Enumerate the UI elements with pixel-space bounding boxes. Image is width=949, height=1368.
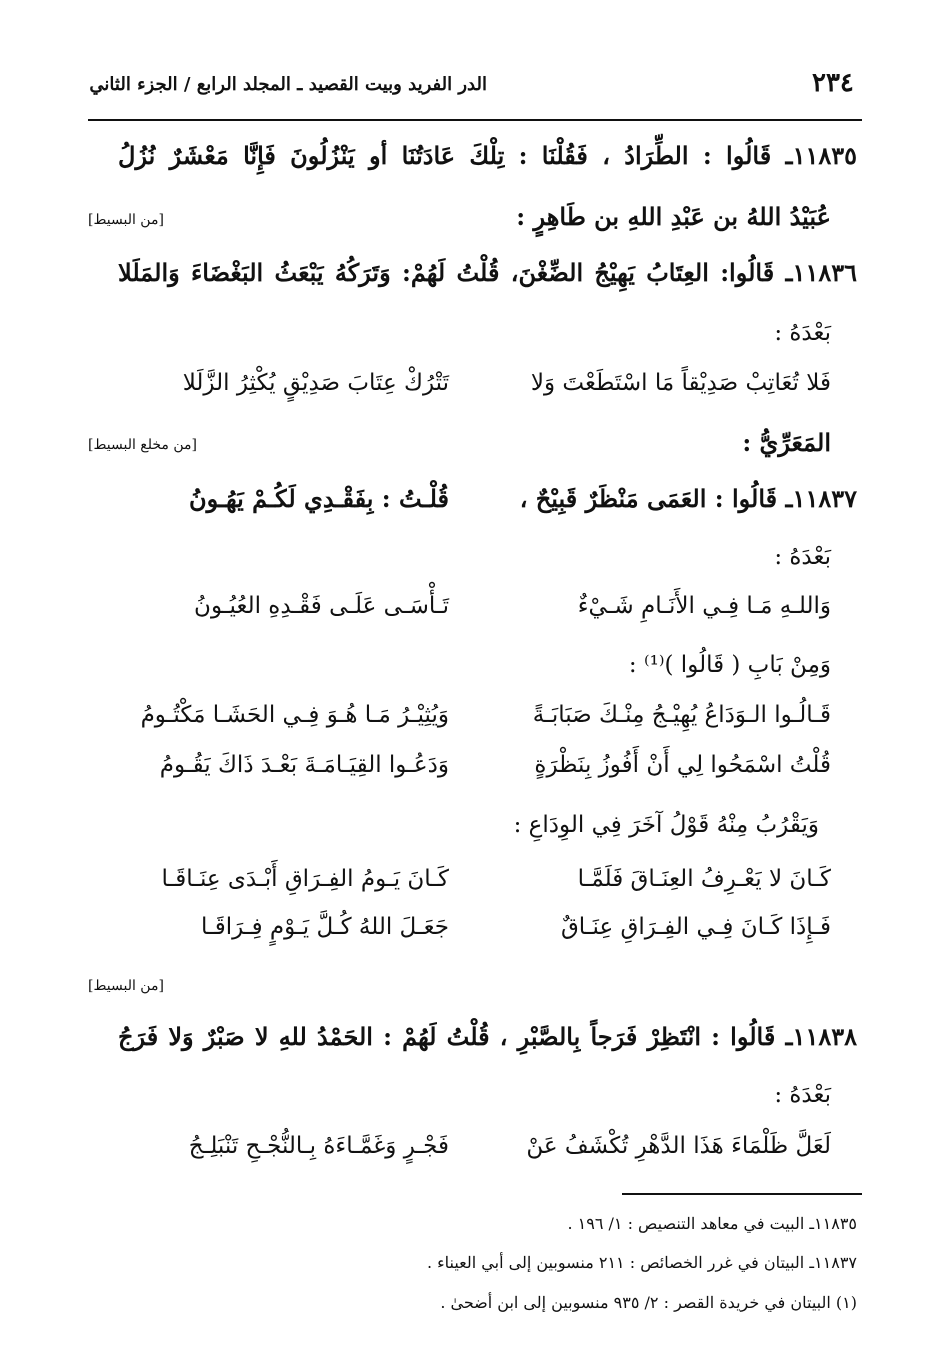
entry-11836-author: المَعَرِّيُّ : xyxy=(742,428,831,457)
entry-11836-verse-left: تَتْرُكْ عِتَابَ صَدِيْقٍ يُكْثِرُ الزَّلَلا xyxy=(182,370,449,396)
entry-11837-verse2-right: وَاللـهِ مَـا فِـي الأَنَـامِ شَـيْءٌ xyxy=(577,593,831,619)
entry-11837-verse4-left: وَدَعُـوا القِيَـامَـةَ بَعْـدَ ذَاكَ يَقُـومُ xyxy=(159,752,449,778)
entry-11835-text: ١١٨٣٥ـ قَالُوا : الطِّرَادُ ، فَقُلْنَا : تِلْكَ عَادَتُنَا أو يَنْزُلُونَ فَإِنَّا مَعْشَرٌ نُزُلُ xyxy=(118,141,858,170)
entry-11837-verse-left: قُلْـتُ : بِفَقْـدِي لَكُـمْ يَهُـونُ xyxy=(188,484,449,513)
entry-11837-after-label: بَعْدَهُ : xyxy=(774,544,831,570)
footnote-11837: ١١٨٣٧ـ البيتان في غرر الخصائص : ٢١١ منسوبين إلى أبي العيناء . xyxy=(426,1253,857,1272)
entry-11836-text: ١١٨٣٦ـ قَالُوا: العِتَابُ يَهِيْجُ الضِّغْنَ، قُلْتُ لَهُمْ: وَتَرَكُهُ يَبْعَثُ البَغْضَاءَ وَالمَلَلا xyxy=(118,258,857,287)
entry-11838-after-label: بَعْدَهُ : xyxy=(774,1082,831,1108)
footnote-1: (١) البيتان في خريدة القصر : ٢/ ٩٣٥ منسوبين إلى ابن أضحىٰ . xyxy=(440,1293,857,1312)
entry-11836-meter: [من مخلع البسيط] xyxy=(88,437,197,453)
entry-11838-text: ١١٨٣٨ـ قَالُوا : انْتَظِرْ فَرَجاً بِالصَّبْرِ ، قُلْتُ لَهُمْ : الحَمْدُ للهِ لا صَبْرٌ وَلا فَرَجُ xyxy=(118,1022,857,1051)
chapter-note-qalu: وَمِنْ بَابِ ( قَالُوا )⁽¹⁾ : xyxy=(628,652,831,678)
entry-11836-verse-right: فَلا تُعَاتِبْ صَدِيْقاً مَا اسْتَطَعْتَ وَلا xyxy=(530,370,831,396)
entry-11836-after-label: بَعْدَهُ : xyxy=(774,320,831,346)
entry-11837-verse4-right: قُلْتُ اسْمَحُوا لِي أَنْ أَفُوزُ بِنَظْرَةٍ xyxy=(534,752,831,778)
header-rule xyxy=(88,119,862,121)
page-number: ٢٣٤ xyxy=(812,68,854,98)
entry-11835-meter: [من البسيط] xyxy=(88,212,164,228)
entry-11837-verse3-left: وَيُثِيْـرُ مَـا هُـوَ فِـي الحَشَـا مَكْتُـومُ xyxy=(140,702,449,728)
farewell-verse1-right: كَـانَ لا يَعْـرِفُ العِنَـاقَ فَلَمَّـا xyxy=(577,866,831,892)
entry-11838-meter: [من البسيط] xyxy=(88,978,164,994)
entry-11837-verse3-right: قَـالُـوا الـوَدَاعُ يُهِيْـجُ مِنْـكَ صَبَابَـةً xyxy=(532,702,831,728)
running-header-title: الدر الفريد وبيت القصيد ـ المجلد الرابع / الجزء الثاني xyxy=(89,74,487,95)
farewell-verse2-left: جَعَـلَ اللهُ كُـلَّ يَـوْمٍ فِـرَاقَـا xyxy=(201,914,449,940)
entry-11837-verse-right: ١١٨٣٧ـ قَالُوا : العَمَى مَنْظَرٌ قَبِيْحٌ ، xyxy=(519,484,857,513)
footnote-rule xyxy=(622,1193,862,1195)
entry-11838-verse-right: لَعَلَّ ظَلْمَاءَ هَذَا الدَّهْرِ تُكْشَفُ عَنْ xyxy=(526,1133,831,1159)
entry-11837-verse2-left: تَـأْسَـى عَلَـى فَقْـدِهِ العُيُـونُ xyxy=(194,593,449,619)
footnote-11835: ١١٨٣٥ـ البيت في معاهد التنصيص : ١/ ١٩٦ . xyxy=(567,1214,857,1233)
entry-11835-author: عُبَيْدُ اللهُ بن عَبْدِ اللهِ بن طَاهِرٍ : xyxy=(516,202,831,231)
farewell-intro: وَيَقْرُبُ مِنْهُ قَوْلُ آخَرَ فِي الوِدَاعِ : xyxy=(513,812,819,838)
entry-11838-verse-left: فَجْـرٍ وَغَمَّـاءَهُ بِـالنُّجْـحِ تَنْبَلِـجُ xyxy=(188,1133,449,1159)
farewell-verse1-left: كَـانَ يَـومُ الفِـرَاقِ أَبْـدَى عِنَـاقَـا xyxy=(161,866,449,892)
farewell-verse2-right: فَـإِذَا كَـانَ فِـي الفِـرَاقِ عِنَـاقٌ xyxy=(560,914,831,940)
